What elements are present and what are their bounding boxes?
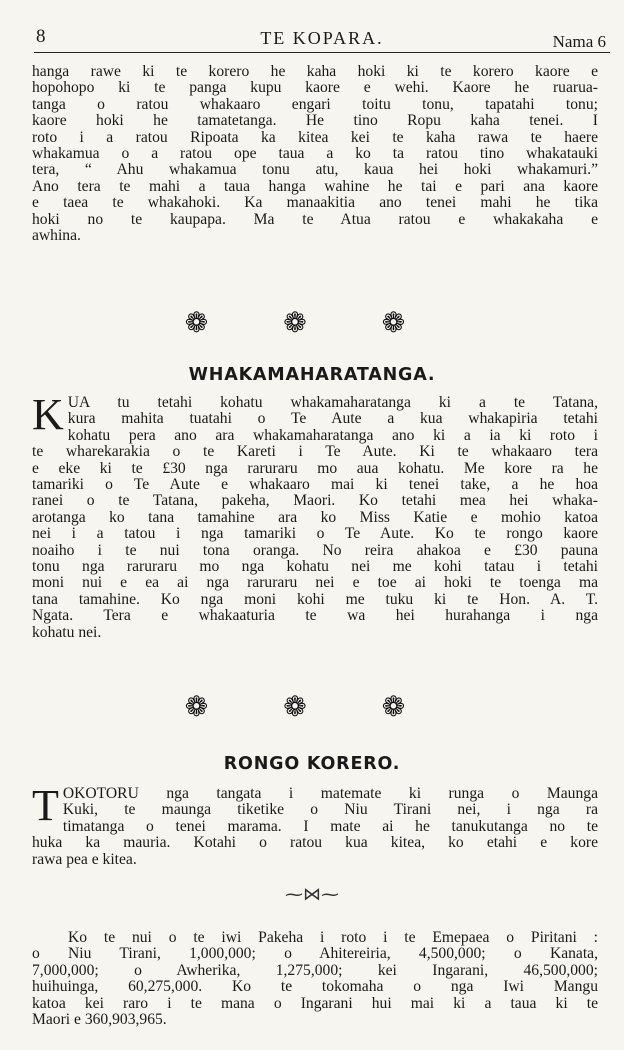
text-line: o Niu Tirani, 1,000,000; o Ahitereiria, 4,500,000; o Kanata,	[32, 945, 598, 963]
text-line: tana tamahine. Ko nga moni kohi me tuku ki te Hon. A. T.	[32, 590, 598, 608]
text-line: ranei o te Tatana, pakeha, Maori. Ko tetahi mea hei whaka-	[32, 492, 598, 510]
text-line: tera, “ Ahu whakamua tonu atu, kaua hei hoki whakamuri.”	[32, 161, 598, 179]
text-line: awhina.	[32, 227, 81, 245]
text-line: Ngata. Tera e whakaaturia te wa hei hurahanga i nga	[32, 607, 598, 625]
paragraph-rongo-korero	[32, 781, 598, 868]
text-line: moni nui e ea ai nga raruraru nei e toe ai hoki te toenga ma	[32, 574, 598, 592]
text-line: UA tu tetahi kohatu whakamaharatanga ki a te Tatana,	[67, 394, 598, 411]
text-line: huihuinga, 60,275,000. Ko te tokomaha o nga Iwi Mangu	[32, 978, 598, 996]
text-line: hoki no te kaupapa. Ma te Atua ratou e whakakaha e	[32, 210, 598, 228]
drop-cap-letter: K	[32, 390, 64, 439]
text-line: 7,000,000; o Awherika, 1,275,000; kei Ingarani, 46,500,000;	[32, 961, 598, 979]
text-line: Maori e 360,903,965.	[32, 1011, 167, 1029]
text-line: kura mahita tuatahi o Te Aute a kua whakapiria tetahi	[67, 410, 598, 428]
text-line: Ano tera te mahi a taua hanga wahine he tai e pari ana kaore	[32, 177, 598, 195]
drop-cap-letter: T	[32, 781, 59, 830]
section-heading-rongo-korero: RONGO KORERO.	[223, 754, 401, 774]
text-line: kohatu nei.	[32, 623, 102, 641]
section-heading-whakamaharatanga: WHAKAMAHARATANGA.	[188, 365, 436, 385]
paragraph-whakamaharatanga	[32, 390, 598, 641]
text-line: rawa pea e kitea.	[32, 850, 137, 868]
text-line: tamariki o Te Aute e whakaaro mai ki tenei take, a he hoa	[32, 476, 598, 494]
bow-ornament-divider: ⁓⋈⁓	[285, 884, 339, 904]
flower-ornament-divider: ❁ ❁ ❁	[184, 692, 440, 723]
paragraph-population	[32, 930, 598, 1028]
text-line: huka ka mauria. Kotahi o ratou kua kitea, ko etahi e kore	[32, 834, 598, 852]
text-line: te wharekarakia o te Kareti i Te Aute. Ki te whakaaro tera	[32, 443, 598, 461]
text-line: OKOTORU nga tangata i matemate ki runga o Maunga	[62, 785, 598, 802]
text-line: tanga o ratou whakaaro engari toitu tonu, tapatahi tonu;	[32, 95, 598, 113]
text-line: kohatu pera ano ara whakamaharatanga ano ki a ia ki roto i	[67, 426, 598, 444]
text-line: noaiho i te nui tona oranga. No reira ahakoa e £30 pauna	[32, 541, 598, 559]
text-line: e taea te whakahoki. Ka manaakitia ano tenei mahi he tika	[32, 194, 598, 212]
header-rule	[34, 52, 610, 53]
text-line: e eke ki te £30 nga raruraru mo aua kohatu. Me kore ra he	[32, 459, 598, 477]
flower-ornament-divider: ❁ ❁ ❁	[184, 308, 440, 339]
paragraph-continued	[32, 64, 598, 244]
text-line: arotanga ko tana tamahine ara ko Miss Katie e mohio katoa	[32, 508, 598, 526]
text-line: hopohopo ki te panga kupu kaore e wehi. Kaore he ruarua-	[32, 79, 598, 97]
text-line: Ko te nui o te iwi Pakeha i roto i te Emepaea o Piritani :	[68, 929, 598, 946]
text-line: timatanga o tenei marama. I mate ai he tanukutanga no te	[62, 817, 598, 835]
publication-title: TE KOPARA.	[260, 28, 384, 48]
text-line: Kuki, te maunga tiketike o Niu Tirani nei, i nga ra	[62, 801, 598, 819]
text-line: whakamua o a ratou ope taua a ko ta ratou tino whakatauki	[32, 145, 598, 163]
text-line: roto i a ratou Ripoata ka kitea kei te kaha rawa te haere	[32, 128, 598, 146]
text-line: tonu nga raruraru mo nga kohatu nei me kohi tatau i tetahi	[32, 558, 598, 576]
page-header	[34, 26, 610, 52]
issue-number: Nama 6	[552, 32, 606, 51]
text-line: hanga rawe ki te korero he kaha hoki ki te korero kaore e	[32, 63, 598, 80]
text-line: katoa kei raro i te mana o Ingarani hui mai ki a taua ki te	[32, 994, 598, 1012]
text-line: kaore hoki he tamatetanga. He tino Ropu kaha tenei. I	[32, 112, 598, 130]
page-number: 8	[36, 26, 46, 47]
text-line: nei i a tatou i nga tamariki o Te Aute. Ko te rongo kaore	[32, 525, 598, 543]
